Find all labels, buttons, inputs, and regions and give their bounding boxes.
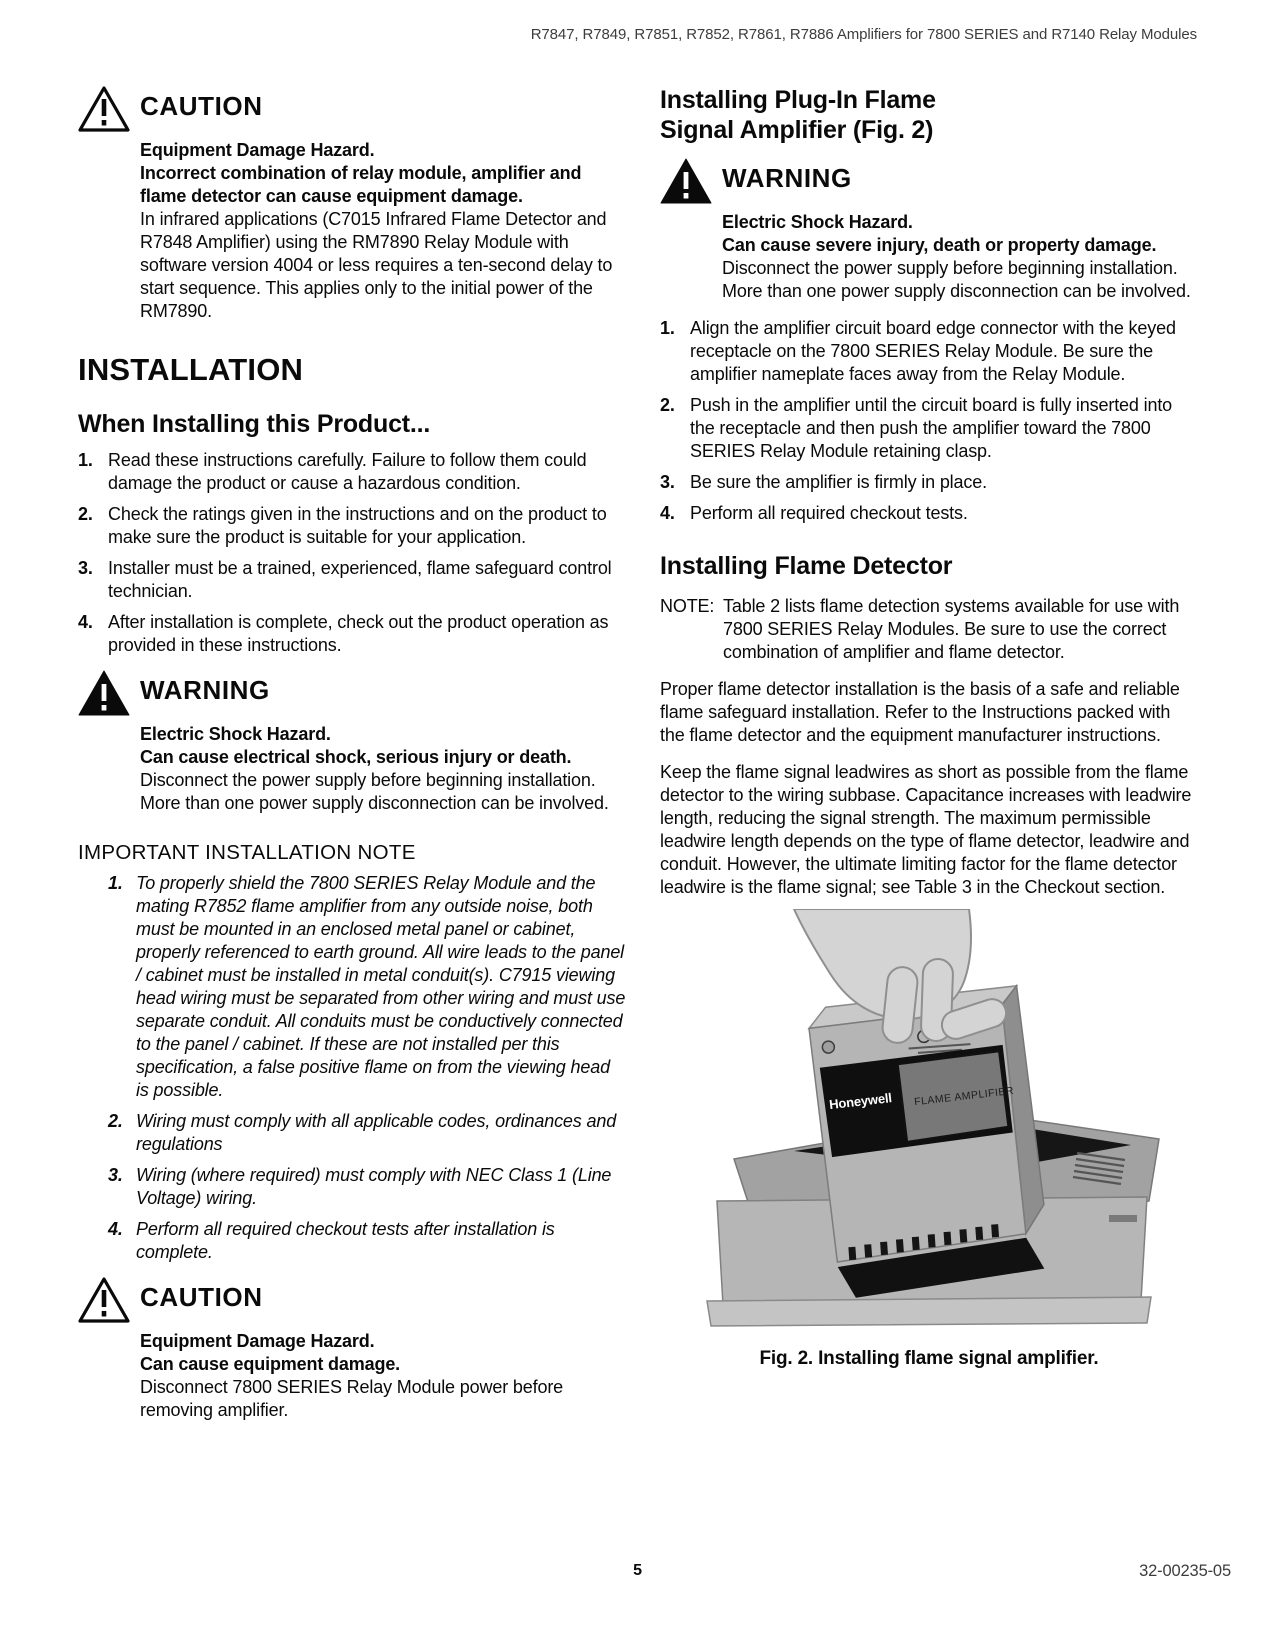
left-column [78, 85, 626, 1422]
warning-block-2 [660, 157, 1198, 303]
caution-2-hazard: Equipment Damage Hazard. [140, 1331, 375, 1351]
paragraph: Proper flame detector installation is the basis of a safe and reliable flame safeguard installation. Refer to the Instructions packed with the flame detector and the equipment manufacturer instructions. [660, 679, 1180, 745]
caution-2-consequence: Can cause equipment damage. [140, 1354, 401, 1374]
caution-1-hazard: Equipment Damage Hazard. [140, 140, 375, 160]
list-item [78, 503, 626, 549]
list-item-number: 1. [108, 873, 123, 893]
important-note-list [108, 872, 626, 1264]
list-item [78, 557, 626, 603]
note-text: Table 2 lists flame detection systems available for use with 7800 SERIES Relay Modules. Be sure to use the correct combination of amplifier and flame detector. [723, 596, 1180, 662]
list-item-number: 4. [660, 503, 675, 523]
caution-block-2 [78, 1276, 626, 1422]
paragraph: Keep the flame signal leadwires as short as possible from the flame detector to the wiring subbase. Capacitance increases with leadwire length, reducing the signal strength. The maximum permissible leadwire length depends on the type of flame detector, leadwire and conduit. However, the ultimate limiting factor for the flame detector leadwire is the flame signal; see Table 3 in the Checkout section. [660, 762, 1192, 897]
caution-triangle-outline-icon [78, 85, 130, 133]
list-item-text: Check the ratings given in the instructions and on the product to make sure the product is suitable for your application. [108, 504, 607, 547]
page-number: 5 [633, 1562, 642, 1579]
document-number: 32-00235-05 [1139, 1562, 1231, 1580]
note-label: NOTE: [660, 596, 715, 616]
figure-2-caption: Fig. 2. Installing flame signal amplifier. [759, 1348, 1099, 1369]
warning-triangle-filled-icon [78, 669, 130, 717]
caution-1-title: CAUTION [140, 91, 263, 121]
list-item [108, 1218, 626, 1264]
list-item-text: Perform all required checkout tests after installation is complete. [136, 1219, 555, 1262]
brand-label: Honeywell [828, 1090, 893, 1113]
list-item-text: Be sure the amplifier is firmly in place. [690, 472, 987, 492]
list-item [108, 1110, 626, 1156]
list-item-number: 4. [108, 1219, 123, 1239]
list-item-number: 2. [78, 504, 93, 524]
caution-2-header [78, 1276, 626, 1324]
list-item-text: After installation is complete, check out the product operation as provided in these instructions. [108, 612, 609, 655]
list-item-text: Align the amplifier circuit board edge connector with the keyed receptacle on the 7800 SERIES Relay Module. Be sure the amplifier nameplate faces away from the Relay Module. [690, 318, 1176, 384]
right-column [660, 85, 1198, 1370]
warning-2-title: WARNING [722, 163, 852, 193]
list-item [660, 471, 1198, 494]
figure-2 [660, 909, 1198, 1370]
flame-detector-heading: Installing Flame Detector [660, 552, 953, 580]
important-note-heading: IMPORTANT INSTALLATION NOTE [78, 841, 416, 864]
warning-1-body [140, 723, 626, 815]
list-item-number: 4. [78, 612, 93, 632]
note-paragraph [660, 595, 1198, 664]
list-item [108, 1164, 626, 1210]
when-installing-heading: When Installing this Product... [78, 410, 431, 438]
warning-2-text: Disconnect the power supply before beginning installation. More than one power supply disconnection can be involved. [722, 258, 1191, 301]
warning-2-consequence: Can cause severe injury, death or property damage. [722, 235, 1157, 255]
warning-1-hazard: Electric Shock Hazard. [140, 724, 331, 744]
amplifier-nameplate-label: FLAME AMPLIFIER [913, 1084, 1015, 1109]
warning-2-body [722, 211, 1198, 303]
list-item-number: 2. [108, 1111, 123, 1131]
caution-2-title: CAUTION [140, 1282, 263, 1312]
list-item-text: Wiring (where required) must comply with NEC Class 1 (Line Voltage) wiring. [136, 1165, 612, 1208]
warning-1-header [78, 669, 626, 717]
list-item-number: 3. [660, 472, 675, 492]
list-item [660, 394, 1198, 463]
list-item-number: 2. [660, 395, 675, 415]
list-item [660, 502, 1198, 525]
amplifier-steps-list [660, 317, 1198, 525]
list-item [660, 317, 1198, 386]
caution-1-header [78, 85, 626, 133]
running-header: R7847, R7849, R7851, R7852, R7861, R7886 Amplifiers for 7800 SERIES and R7140 Relay Modules [530, 26, 1197, 43]
caution-1-text: In infrared applications (C7015 Infrared Flame Detector and R7848 Amplifier) using the RM7890 Relay Module with software version 4004 or less requires a ten-second delay to start sequence. This applies only to the initial power of the RM7890. [140, 209, 613, 321]
list-item [78, 611, 626, 657]
list-item-number: 3. [108, 1165, 123, 1185]
warning-2-hazard: Electric Shock Hazard. [722, 212, 913, 232]
plug-in-amplifier-heading: Installing Plug-In Flame Signal Amplifier (Fig. 2) [660, 86, 936, 144]
list-item-text: Perform all required checkout tests. [690, 503, 968, 523]
caution-triangle-outline-icon [78, 1276, 130, 1324]
installation-heading: INSTALLATION [78, 352, 304, 387]
list-item-text: To properly shield the 7800 SERIES Relay Module and the mating R7852 flame amplifier from any outside noise, both must be mounted in an enclosed metal panel or cabinet, properly referenced to earth ground. All wire leads to the panel / cabinet must be installed in metal conduit(s). C7915 viewing head wiring must be separated from other wiring and must use separate conduit. All conduits must be conductively connected to the panel / cabinet. If these are not installed per this specification, a false positive flame on from the viewing head is possible. [136, 873, 626, 1100]
list-item-text: Installer must be a trained, experienced, flame safeguard control technician. [108, 558, 612, 601]
warning-1-consequence: Can cause electrical shock, serious injury or death. [140, 747, 572, 767]
caution-block-1 [78, 85, 626, 323]
warning-block-1 [78, 669, 626, 815]
caution-2-text: Disconnect 7800 SERIES Relay Module power before removing amplifier. [140, 1377, 564, 1420]
warning-triangle-filled-icon [660, 157, 712, 205]
list-item-number: 3. [78, 558, 93, 578]
list-item-number: 1. [660, 318, 675, 338]
warning-1-title: WARNING [140, 675, 270, 705]
list-item [108, 872, 626, 1102]
caution-1-body [140, 139, 626, 323]
caution-1-consequence: Incorrect combination of relay module, amplifier and flame detector can cause equipment damage. [140, 163, 582, 206]
warning-1-text: Disconnect the power supply before beginning installation. More than one power supply disconnection can be involved. [140, 770, 609, 813]
figure-photo [679, 909, 1179, 1327]
warning-2-header [660, 157, 1198, 205]
list-item-text: Push in the amplifier until the circuit board is fully inserted into the receptacle and then push the amplifier toward the 7800 SERIES Relay Module retaining clasp. [690, 395, 1173, 461]
when-installing-list [78, 449, 626, 657]
list-item [78, 449, 626, 495]
list-item-text: Wiring must comply with all applicable codes, ordinances and regulations [136, 1111, 617, 1154]
list-item-number: 1. [78, 450, 93, 470]
list-item-text: Read these instructions carefully. Failure to follow them could damage the product or cause a hazardous condition. [108, 450, 587, 493]
caution-2-body [140, 1330, 626, 1422]
